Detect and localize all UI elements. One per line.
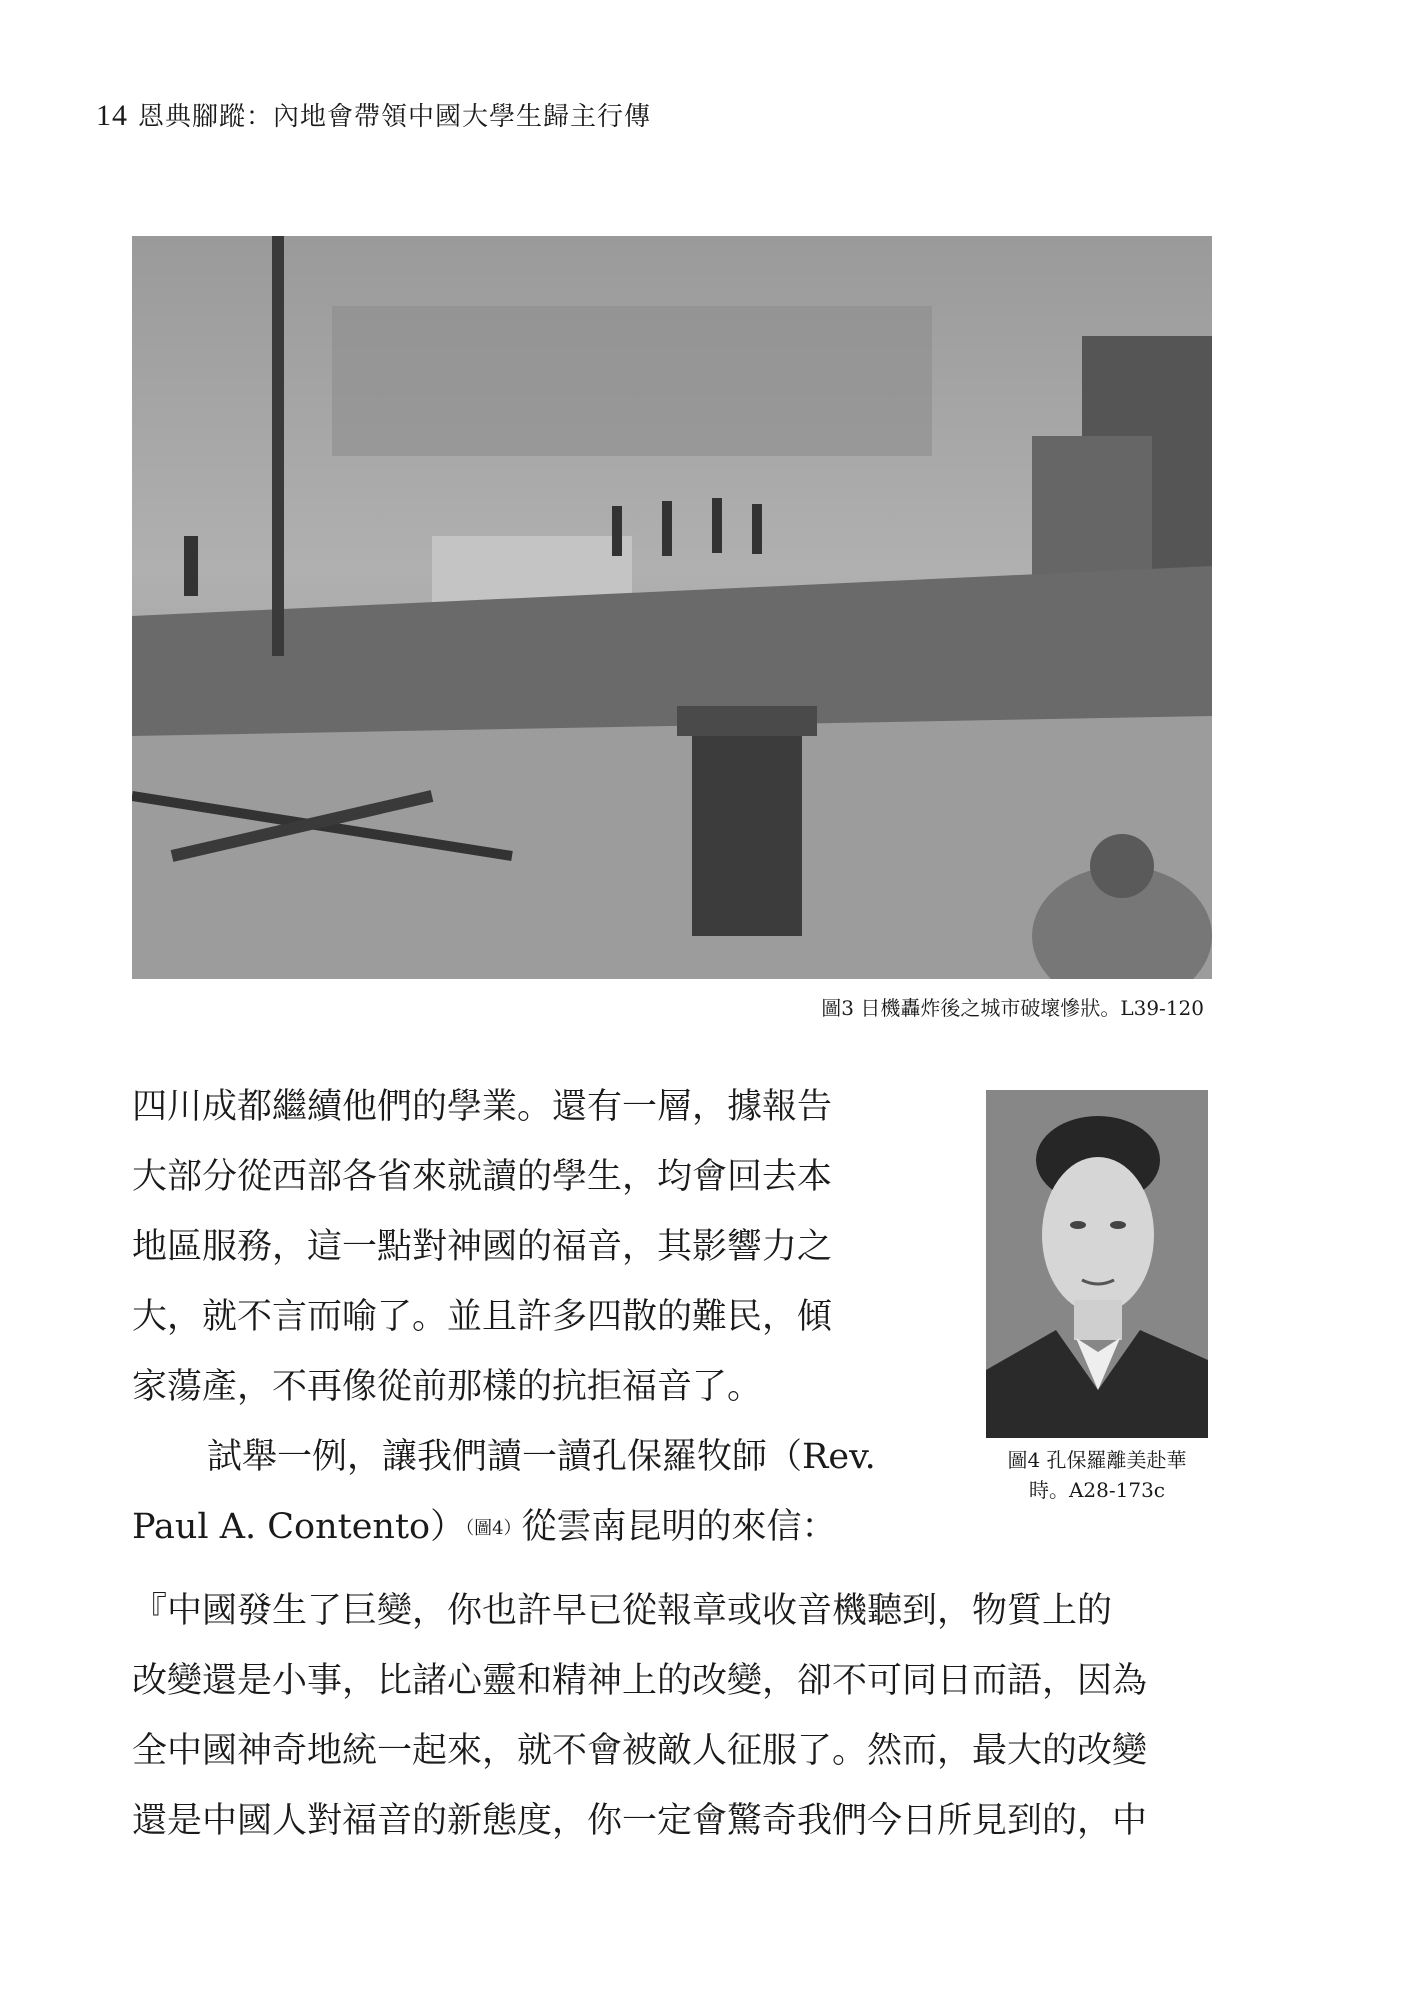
book-title: 恩典腳蹤：內地會帶領中國大學生歸主行傳 (138, 102, 652, 132)
figure-4-portrait (986, 1090, 1208, 1438)
paragraph-line: 地區服務，這一點對神國的福音，其影響力之 (132, 1227, 833, 1267)
paragraph-line: 家蕩產，不再像從前那樣的抗拒福音了。 (132, 1367, 763, 1407)
paragraph-line (132, 1492, 922, 1564)
quote-line: 全中國神奇地統一起來，就不會被敵人征服了。然而，最大的改變 (132, 1731, 1148, 1771)
paragraph-text: Paul A. Contento） (132, 1507, 466, 1547)
figure-3-caption: 圖3 日機轟炸後之城市破壞慘狀。L39-120 (821, 996, 1204, 1020)
running-header (96, 96, 651, 133)
figure-reference: （圖4） (465, 1518, 522, 1539)
quote-line: 『中國發生了巨變，你也許早已從報章或收音機聽到，物質上的 (132, 1591, 1113, 1631)
quote-line: 改變還是小事，比諸心靈和精神上的改變，卻不可同日而語，因為 (132, 1661, 1148, 1701)
page-number: 14 (96, 99, 128, 132)
figure-3-photo (132, 236, 1212, 979)
quoted-letter (132, 1576, 1222, 1856)
paragraph-line: 試舉一例，讓我們讀一讀孔保羅牧師（Rev. (207, 1437, 876, 1477)
figure-4-caption (986, 1445, 1208, 1505)
body-text-narrow (132, 1072, 922, 1564)
paragraph-text: 從雲南昆明的來信： (521, 1507, 837, 1547)
caption-line: 時。A28-173c (1028, 1478, 1166, 1502)
caption-line: 圖4 孔保羅離美赴華 (1007, 1448, 1187, 1472)
paragraph-line: 大部分從西部各省來就讀的學生，均會回去本 (132, 1157, 833, 1197)
quote-line: 還是中國人對福音的新態度，你一定會驚奇我們今日所見到的，中 (132, 1801, 1148, 1841)
paragraph-line: 四川成都繼續他們的學業。還有一層，據報告 (132, 1087, 833, 1127)
paragraph-line: 大，就不言而喻了。並且許多四散的難民，傾 (132, 1297, 833, 1337)
